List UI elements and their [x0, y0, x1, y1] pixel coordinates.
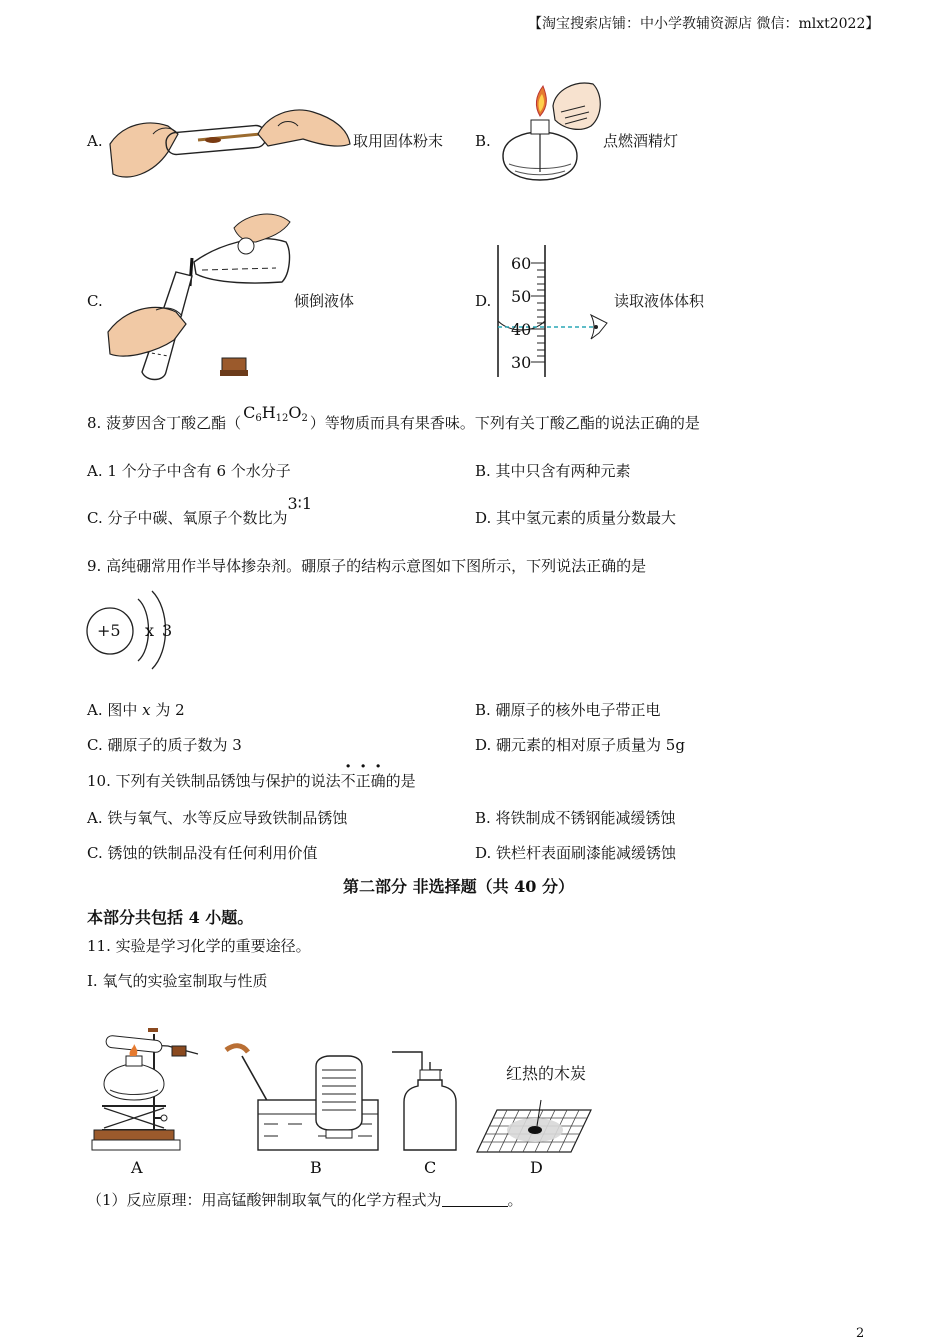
q9-option-d: D. 硼元素的相对原子质量为 5g: [475, 736, 685, 754]
q9-option-b: B. 硼原子的核外电子带正电: [475, 701, 661, 719]
q9-option-a: A. 图中 x 为 2: [87, 701, 185, 719]
powder-sampling-figure: [108, 104, 353, 184]
lighting-alcohol-lamp-figure: [495, 76, 605, 186]
q8-stem-pre: 8. 菠萝因含丁酸乙酯（: [87, 414, 242, 432]
q8-option-c: C. 分子中碳、氧原子个数比为3∶1: [87, 494, 313, 527]
q7-option-d-caption: 读取液体体积: [614, 292, 705, 310]
cylinder-tick-30: 30: [511, 353, 532, 372]
q9-option-c: C. 硼原子的质子数为 3: [87, 736, 242, 754]
apparatus-label-a: A: [131, 1158, 143, 1177]
apparatus-d-charcoal-on-gauze: [475, 1108, 593, 1154]
q8-option-d: D. 其中氢元素的质量分数最大: [475, 509, 677, 527]
apparatus-label-b: B: [310, 1158, 322, 1177]
charcoal-label: 红热的木炭: [506, 1064, 587, 1083]
q7-option-a-caption: 取用固体粉末: [353, 132, 444, 150]
q11-sub-question-1: （1）反应原理：用高锰酸钾制取氧气的化学方程式为 。: [87, 1191, 523, 1209]
q11-stem: 11. 实验是学习化学的重要途径。: [87, 937, 311, 955]
apparatus-label-d: D: [530, 1158, 543, 1177]
q10-option-b: B. 将铁制成不锈钢能减缓锈蚀: [475, 809, 676, 827]
q11-section-1: I. 氧气的实验室制取与性质: [87, 972, 268, 990]
q8-stem: [87, 403, 700, 439]
q7-option-b-caption: 点燃酒精灯: [603, 132, 679, 150]
shell-2-electrons: 3: [162, 621, 173, 640]
q7-option-a-letter: A.: [87, 132, 103, 150]
chemical-formula: $C_6H_{12}O_2$: [243, 403, 308, 424]
page-number: 2: [856, 1326, 865, 1341]
q10-option-d: D. 铁栏杆表面刷漆能减缓锈蚀: [475, 844, 677, 862]
q7-option-d-letter: D.: [475, 292, 492, 310]
q8-option-b: B. 其中只含有两种元素: [475, 462, 631, 480]
q7-option-b-letter: B.: [475, 132, 491, 150]
answer-blank[interactable]: [442, 1192, 508, 1207]
q7-option-c-caption: 倾倒液体: [294, 292, 355, 310]
q10-stem: 10. 下列有关铁制品锈蚀与保护的说法不正确的是: [87, 772, 416, 790]
shell-1-electrons: x: [145, 621, 155, 640]
q9-stem: 9. 高纯硼常用作半导体掺杂剂。硼原子的结构示意图如下图所示，下列说法正确的是: [87, 557, 647, 575]
q8-option-a: A. 1 个分子中含有 6 个水分子: [87, 462, 291, 480]
page-header: 【淘宝搜索店铺：中小学教辅资源店 微信：mlxt2022】: [528, 16, 880, 32]
part2-note: 本部分共包括 4 小题。: [87, 908, 254, 927]
apparatus-label-c: C: [424, 1158, 437, 1177]
emphasis-char: 确: [370, 772, 386, 790]
emphasis-char: 正: [355, 772, 371, 790]
cylinder-tick-40: 40: [511, 320, 532, 339]
q7-option-c-letter: C.: [87, 292, 103, 310]
q10-option-a: A. 铁与氧气、水等反应导致铁制品锈蚀: [87, 809, 348, 827]
q8-stem-post: ）等物质而具有果香味。下列有关丁酸乙酯的说法正确的是: [309, 414, 700, 432]
q10-option-c: C. 锈蚀的铁制品没有任何利用价值: [87, 844, 318, 862]
nucleus-charge: +5: [97, 621, 121, 640]
part2-title: 第二部分 非选择题（共 40 分）: [343, 877, 574, 896]
apparatus-a-heating-setup: [88, 1024, 203, 1154]
q8-option-c-ratio: 3∶1: [287, 494, 313, 513]
apparatus-b-water-collection: [218, 1042, 383, 1154]
cylinder-tick-60: 60: [511, 254, 532, 273]
cylinder-tick-50: 50: [511, 287, 532, 306]
emphasis-char: 不: [340, 772, 356, 790]
pouring-liquid-figure: [106, 212, 296, 382]
apparatus-c-gas-bottle: [400, 1048, 460, 1154]
